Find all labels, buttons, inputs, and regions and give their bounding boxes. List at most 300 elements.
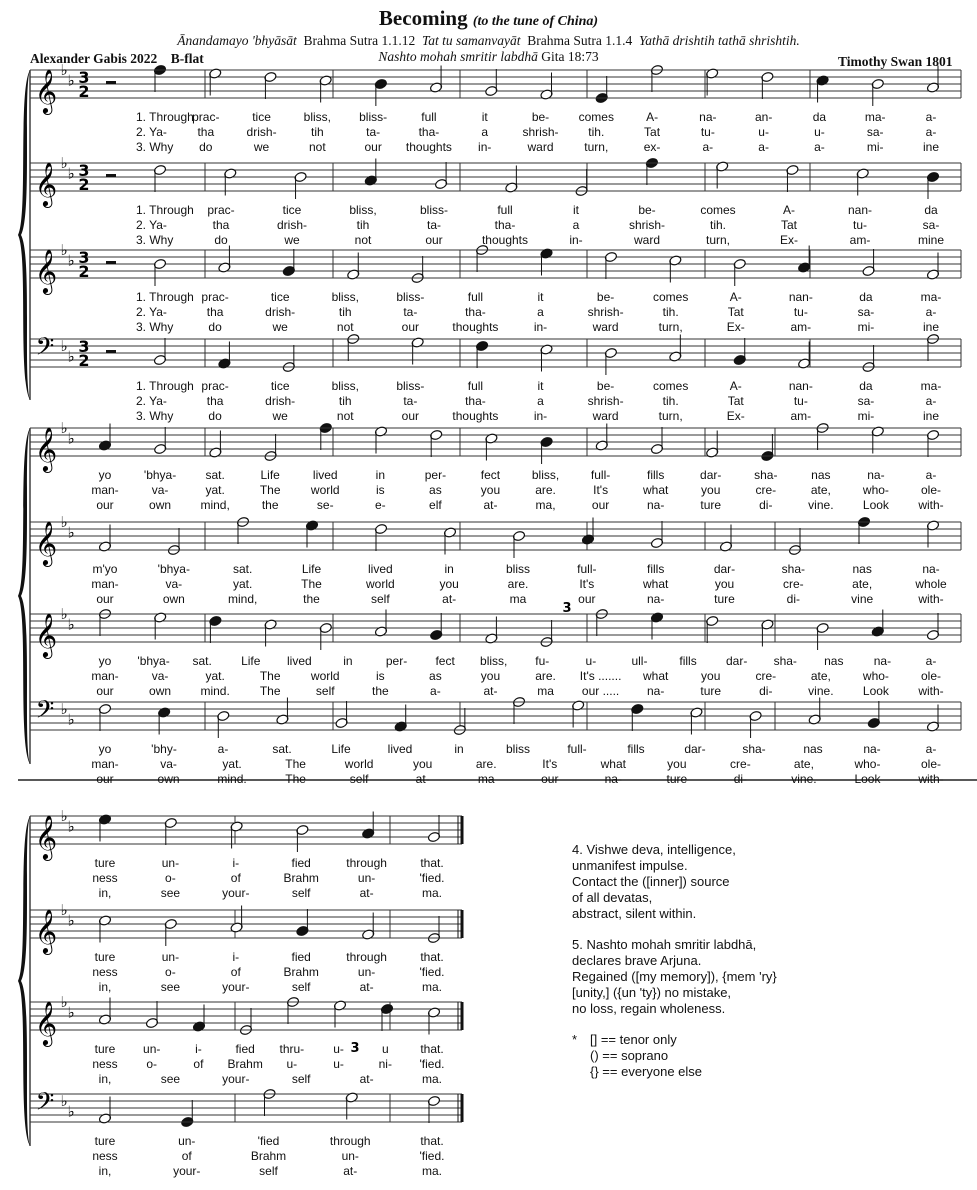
lyric-syllable: tu-: [793, 394, 808, 408]
lyric-syllable: our: [591, 498, 610, 512]
lyric-syllable: ture: [94, 856, 116, 870]
lyric-syllable: sat.: [205, 468, 225, 482]
lyric-syllable: da: [859, 379, 873, 393]
lyric-syllable: our: [401, 320, 419, 334]
lyric-syllable: do: [208, 320, 222, 334]
key-label: B-flat: [170, 51, 204, 66]
lyric-syllable: vine: [851, 592, 874, 606]
lyric-syllable: nan-: [847, 203, 873, 217]
lyric-syllable: 3. Why: [136, 409, 174, 423]
lyric-syllable: ward: [592, 320, 619, 334]
verse-line: of all devatas,: [572, 890, 653, 905]
lyric-syllable: in,: [98, 1164, 112, 1178]
lyric-syllable: am-: [790, 409, 812, 423]
lyric-syllable: in,: [98, 886, 112, 900]
lyric-syllable: fills: [627, 742, 645, 756]
lyric-syllable: sa-: [857, 394, 875, 408]
lyric-syllable: dar-: [700, 468, 722, 482]
treble-clef-icon: 𝄞: [34, 521, 58, 565]
lyric-syllable: di-: [786, 592, 800, 606]
lyric-syllable: not: [336, 320, 354, 334]
lyric-syllable: per-: [424, 468, 447, 482]
lyric-syllable: drish-: [246, 125, 277, 139]
treble-clef-icon: 𝄞: [34, 815, 58, 859]
lyric-syllable: ni-: [378, 1057, 392, 1071]
flat-sign-icon: ♭: [67, 615, 75, 634]
lyric-syllable: yat.: [205, 483, 225, 497]
lyric-syllable: tha: [206, 305, 224, 319]
lyric-syllable: Life: [331, 742, 351, 756]
lyric-syllable: 'bhya-: [157, 562, 190, 576]
lyric-syllable: da: [924, 203, 938, 217]
lyric-syllable: your-: [173, 1164, 201, 1178]
lyric-syllable: that.: [420, 1042, 444, 1056]
lyric-syllable: na-: [867, 468, 885, 482]
lyric-syllable: sa-: [922, 218, 940, 232]
lyric-syllable: that.: [420, 856, 444, 870]
lyric-syllable: thoughts: [452, 409, 499, 423]
flat-sign-icon: ♭: [67, 710, 75, 729]
verse-line: Regained ([my memory]), {mem 'ry}: [572, 969, 777, 984]
lyric-syllable: at-: [415, 772, 430, 786]
lyric-syllable: tu-: [852, 218, 868, 232]
lyric-syllable: ma,: [535, 498, 556, 512]
lyric-syllable: 'bhy-: [151, 742, 177, 756]
lyric-syllable: fect: [480, 468, 501, 482]
lyric-syllable: you: [714, 577, 735, 591]
lyric-syllable: a-: [430, 684, 441, 698]
lyric-syllable: mind.: [200, 684, 230, 698]
arranger-credit: Timothy Swan 1801: [838, 54, 953, 69]
lyric-syllable: man-: [91, 669, 119, 683]
lyric-syllable: Tat: [644, 125, 661, 139]
lyric-syllable: full-: [590, 468, 611, 482]
lyric-syllable: the: [261, 498, 279, 512]
lyric-syllable: ine: [922, 140, 940, 154]
lyric-syllable: ine: [922, 409, 940, 423]
lyric-syllable: dar-: [713, 562, 736, 576]
lyric-syllable: 2. Ya-: [136, 305, 167, 319]
lyric-syllable: at-: [359, 886, 374, 900]
lyric-syllable: va-: [151, 669, 169, 683]
lyric-syllable: own: [157, 772, 180, 786]
lyric-syllable: u-: [814, 125, 825, 139]
lyric-syllable: at-: [483, 684, 498, 698]
lyric-syllable: un-: [357, 871, 376, 885]
flat-sign-icon: ♭: [67, 71, 75, 90]
lyric-syllable: u-: [758, 125, 769, 139]
lyric-syllable: thoughts: [481, 233, 529, 247]
lyric-syllable: tice: [270, 290, 290, 304]
lyric-syllable: tih: [338, 305, 352, 319]
treble-clef-icon: 𝄞: [34, 249, 58, 293]
lyric-syllable: lived: [287, 654, 312, 668]
lyric-syllable: Ex-: [726, 409, 745, 423]
lyric-syllable: that.: [420, 950, 444, 964]
lyric-syllable: vine.: [808, 498, 834, 512]
legend-items: [590, 1032, 702, 1080]
lyric-syllable: sha-: [754, 468, 778, 482]
lyric-syllable: of: [181, 1149, 192, 1163]
lyric-syllable: na-: [863, 742, 881, 756]
lyric-syllable: in,: [98, 980, 112, 994]
lyric-syllable: our: [96, 592, 114, 606]
lyric-syllable: i-: [195, 1042, 202, 1056]
lyric-syllable: you: [480, 483, 501, 497]
lyric-syllable: ness: [92, 1149, 118, 1163]
lyric-syllable: Life: [241, 654, 261, 668]
flat-sign-icon: ♭: [60, 513, 68, 531]
flat-sign-icon: ♭: [60, 419, 68, 437]
lyric-syllable: na-: [646, 592, 665, 606]
lyric-syllable: do: [199, 140, 213, 154]
lyric-syllable: u: [381, 1042, 389, 1056]
lyric-syllable: drish-: [265, 394, 296, 408]
lyric-syllable: it: [573, 203, 579, 217]
quote-4: Nashto mohah smritir labdhā: [378, 49, 538, 64]
lyric-syllable: ate,: [852, 577, 873, 591]
lyric-syllable: ma.: [421, 1164, 443, 1178]
lyric-syllable: be-: [596, 290, 615, 304]
lyric-syllable: 1. Through: [136, 379, 194, 393]
lyric-syllable: turn,: [658, 320, 683, 334]
lyric-syllable: mi-: [857, 320, 875, 334]
lyric-syllable: comes: [578, 110, 614, 124]
lyric-syllable: na-: [604, 772, 622, 786]
lyric-syllable: tha-: [418, 125, 440, 139]
ref-2: Brahma Sutra 1.1.4: [527, 33, 633, 48]
lyric-syllable: Brahm: [283, 965, 319, 979]
verse-5: [572, 937, 777, 1017]
lyric-syllable: ex-: [643, 140, 661, 154]
flat-sign-icon: ♭: [60, 154, 68, 172]
lyric-syllable: with-: [918, 592, 944, 606]
lyric-syllable: Tat: [780, 218, 798, 232]
lyric-syllable: at-: [359, 1072, 374, 1086]
lyric-syllable: yo: [98, 654, 112, 668]
lyric-syllable: at-: [483, 498, 498, 512]
lyric-syllable: in-: [569, 233, 583, 247]
flat-sign-icon: ♭: [67, 1003, 75, 1022]
lyric-syllable: cre-: [755, 483, 777, 497]
lyric-syllable: bliss-: [396, 379, 425, 393]
lyric-syllable: The: [259, 684, 281, 698]
lyric-syllable: world: [344, 757, 374, 771]
lyric-syllable: of: [230, 871, 241, 885]
lyric-syllable: in-: [478, 140, 492, 154]
lyric-syllable: what: [642, 669, 669, 683]
lyric-syllable: fills: [679, 654, 697, 668]
lyric-syllable: yat.: [205, 669, 225, 683]
lyric-syllable: un-: [341, 1149, 359, 1163]
lyric-syllable: nas: [824, 654, 844, 668]
flat-sign-icon: ♭: [67, 523, 75, 542]
lyric-syllable: ness: [92, 1057, 118, 1071]
flat-sign-icon: ♭: [60, 1092, 68, 1110]
lyric-syllable: not: [336, 409, 354, 423]
lyric-syllable: through: [329, 1134, 371, 1148]
lyric-syllable: own: [149, 498, 172, 512]
lyric-syllable: own: [162, 592, 185, 606]
lyric-syllable: tha: [206, 394, 224, 408]
quote-2: Tat tu samanvayāt: [421, 33, 521, 48]
lyric-syllable: va-: [165, 577, 183, 591]
lyric-syllable: un-: [161, 950, 180, 964]
lyric-syllable: as: [429, 483, 442, 497]
lyric-syllable: at-: [442, 592, 457, 606]
lyric-syllable: what: [600, 757, 626, 771]
lyric-syllable: va-: [160, 757, 177, 771]
flat-sign-icon: ♭: [60, 605, 68, 623]
lyric-syllable: are.: [475, 757, 497, 771]
lyric-syllable: sat.: [192, 654, 212, 668]
lyric-syllable: 2. Ya-: [136, 394, 167, 408]
lyric-syllable: o-: [165, 965, 176, 979]
lyric-syllable: comes: [652, 290, 689, 304]
lyric-syllable: ture: [94, 950, 116, 964]
lyric-syllable: the: [303, 592, 320, 606]
lyric-syllable: ture: [700, 684, 722, 698]
lyric-syllable: mi-: [857, 409, 875, 423]
verse-line: Contact the ([inner]) source: [572, 874, 730, 889]
lyric-syllable: 'fied.: [419, 965, 445, 979]
lyric-syllable: shrish-: [522, 125, 559, 139]
lyric-syllable: tice: [270, 379, 290, 393]
lyric-syllable: it: [537, 379, 544, 393]
lyric-syllable: nan-: [788, 290, 813, 304]
system-brace: [18, 70, 30, 400]
lyric-syllable: A-: [646, 110, 659, 124]
lyric-syllable: ma-: [864, 110, 886, 124]
verse-line: unmanifest impulse.: [572, 858, 688, 873]
lyric-syllable: tih.: [662, 394, 679, 408]
lyric-syllable: The: [285, 772, 306, 786]
treble-clef-icon: 𝄞: [34, 1001, 58, 1045]
lyric-syllable: 2. Ya-: [136, 218, 167, 232]
flat-sign-icon: ♭: [60, 337, 68, 355]
lyric-syllable: your-: [222, 1072, 250, 1086]
lyric-syllable: am-: [849, 233, 871, 247]
lyric-syllable: tih: [311, 125, 324, 139]
lyric-syllable: ma: [537, 684, 554, 698]
flat-sign-icon: ♭: [67, 251, 75, 270]
lyric-syllable: se-: [316, 498, 334, 512]
lyric-syllable: drish-: [265, 305, 296, 319]
lyric-syllable: 3. Why: [136, 320, 174, 334]
lyric-syllable: sa-: [866, 125, 884, 139]
lyric-syllable: Look: [854, 772, 881, 786]
lyric-syllable: with-: [918, 684, 944, 698]
lyric-syllable: vine.: [791, 772, 817, 786]
lyric-syllable: self: [315, 684, 335, 698]
lyric-syllable: shrish-: [587, 305, 624, 319]
lyric-syllable: na-: [873, 654, 892, 668]
lyric-syllable: The: [259, 483, 281, 497]
lyric-syllable: ture: [714, 592, 735, 606]
lyric-syllable: as: [429, 669, 442, 683]
lyric-syllable: of: [230, 965, 241, 979]
lyric-syllable: bliss: [505, 742, 531, 756]
lyric-syllable: is: [375, 483, 385, 497]
flat-sign-icon: ♭: [60, 901, 68, 919]
lyric-syllable: Ex-: [780, 233, 798, 247]
lyric-syllable: Brahm: [227, 1057, 263, 1071]
lyric-syllable: a-: [925, 305, 937, 319]
lyric-syllable: prac-: [207, 203, 235, 217]
lyric-syllable: lived: [387, 742, 413, 756]
lyric-syllable: It's: [579, 577, 595, 591]
lyric-syllable: ate,: [810, 669, 831, 683]
flat-sign-icon: ♭: [60, 241, 68, 259]
lyric-syllable: a-: [702, 140, 714, 154]
lyric-syllable: mine: [917, 233, 945, 247]
lyric-syllable: you: [701, 669, 721, 683]
lyric-syllable: un-: [143, 1042, 161, 1056]
lyric-syllable: our .....: [581, 684, 620, 698]
lyric-syllable: per-: [385, 654, 408, 668]
system-brace: [18, 428, 30, 764]
lyric-syllable: na-: [646, 684, 665, 698]
half-rest: [106, 81, 116, 84]
lyric-syllable: mi-: [866, 140, 884, 154]
lyric-syllable: our: [541, 772, 559, 786]
lyric-syllable: na-: [699, 110, 717, 124]
lyric-syllable: va-: [151, 483, 169, 497]
lyric-syllable: elf: [429, 498, 442, 512]
lyric-syllable: at-: [359, 980, 374, 994]
lyric-syllable: sa-: [857, 305, 875, 319]
lyric-syllable: self: [370, 592, 390, 606]
lyric-syllable: sat.: [272, 742, 292, 756]
lyric-syllable: u-: [286, 1057, 298, 1071]
lyric-syllable: Brahm: [283, 871, 319, 885]
lyric-syllable: thoughts: [452, 320, 499, 334]
lyric-syllable: 'bhya-: [143, 468, 177, 482]
lyric-syllable: yat.: [222, 757, 242, 771]
time-signature-bottom: 2: [78, 82, 90, 101]
lyric-syllable: not: [354, 233, 372, 247]
lyric-syllable: o-: [165, 871, 176, 885]
lyric-syllable: world: [310, 669, 340, 683]
lyric-syllable: 2. Ya-: [136, 125, 167, 139]
lyric-syllable: 1. Through: [136, 290, 194, 304]
flat-sign-icon: ♭: [67, 347, 75, 366]
lyric-syllable: ull-: [631, 654, 648, 668]
lyric-syllable: fied: [291, 856, 311, 870]
lyric-syllable: ness: [92, 871, 118, 885]
lyric-syllable: own: [149, 684, 172, 698]
lyric-syllable: It's .......: [579, 669, 622, 683]
lyric-syllable: tu-: [700, 125, 715, 139]
time-signature-bottom: 2: [78, 175, 90, 194]
lyric-syllable: are.: [535, 669, 556, 683]
lyric-syllable: a-: [925, 468, 937, 482]
lyric-syllable: na-: [646, 498, 665, 512]
tuplet-number: 3: [562, 601, 572, 616]
lyric-syllable: ma.: [421, 1072, 443, 1086]
lyric-syllable: our: [96, 772, 114, 786]
lyric-syllable: drish-: [276, 218, 308, 232]
lyric-syllable: a: [572, 218, 580, 232]
verse-4: [572, 842, 777, 922]
lyric-syllable: un-: [178, 1134, 196, 1148]
lyric-syllable: ta-: [366, 125, 381, 139]
lyric-syllable: Life: [301, 562, 322, 576]
lyric-syllable: yo: [98, 742, 112, 756]
lyric-syllable: tha-: [465, 394, 486, 408]
tuplet-number: 3: [350, 1041, 360, 1056]
lyric-syllable: ole-: [920, 483, 942, 497]
legend-item-tenor: [] == tenor only: [590, 1032, 677, 1047]
verse-line: no loss, regain wholeness.: [572, 1001, 726, 1016]
lyric-syllable: our: [401, 409, 419, 423]
lyric-syllable: ture: [94, 1134, 116, 1148]
lyric-syllable: ma: [509, 592, 527, 606]
lyric-syllable: your-: [222, 886, 250, 900]
lyric-syllable: a-: [217, 742, 229, 756]
lyric-syllable: bliss: [505, 562, 531, 576]
lyric-syllable: see: [160, 886, 181, 900]
ref-3: Gita 18:73: [541, 49, 599, 64]
lyric-syllable: ma-: [920, 379, 942, 393]
flat-sign-icon: ♭: [67, 429, 75, 448]
lyric-syllable: is: [375, 669, 385, 683]
lyric-syllable: 1. Through: [136, 110, 194, 124]
lyric-syllable: a-: [758, 140, 769, 154]
lyric-syllable: mind.: [217, 772, 247, 786]
lyric-syllable: at-: [343, 1164, 358, 1178]
lyric-syllable: ma: [477, 772, 495, 786]
lyric-syllable: it: [481, 110, 488, 124]
lyric-syllable: It's: [542, 757, 558, 771]
lyric-syllable: 3. Why: [136, 233, 174, 247]
lyric-syllable: nan-: [788, 379, 813, 393]
lyric-syllable: full: [421, 110, 437, 124]
lyric-syllable: self: [259, 1164, 278, 1178]
lyric-syllable: our: [96, 684, 114, 698]
lyric-syllable: tha: [197, 125, 215, 139]
legend-item-everyone: {} == everyone else: [590, 1064, 703, 1079]
lyric-syllable: our: [96, 498, 114, 512]
lyric-syllable: Look: [862, 684, 889, 698]
lyric-syllable: we: [272, 409, 288, 423]
lyric-syllable: ma-: [920, 290, 942, 304]
lyric-syllable: we: [253, 140, 270, 154]
lyric-syllable: cre-: [782, 577, 804, 591]
lyric-syllable: ward: [527, 140, 554, 154]
lyric-syllable: self: [291, 980, 311, 994]
lyric-syllable: you: [480, 669, 501, 683]
lyric-syllable: ness: [92, 965, 118, 979]
lyric-syllable: a: [537, 394, 544, 408]
lyric-syllable: you: [701, 483, 721, 497]
lyric-syllable: a-: [925, 394, 937, 408]
lyric-syllable: in-: [533, 409, 548, 423]
lyric-syllable: in,: [98, 1072, 112, 1086]
flat-sign-icon: ♭: [67, 164, 75, 183]
lyric-syllable: The: [285, 757, 306, 771]
lyric-syllable: you: [439, 577, 459, 591]
lyric-syllable: 'bhya-: [137, 654, 170, 668]
lyric-syllable: tih: [338, 394, 352, 408]
lyric-syllable: prac-: [201, 290, 229, 304]
lyric-syllable: whole: [915, 577, 947, 591]
lyric-syllable: ture: [666, 772, 688, 786]
lyric-syllable: of: [193, 1057, 204, 1071]
treble-clef-icon: 𝄞: [34, 613, 58, 657]
quote-1: Ānandamayo 'bhyāsāt: [177, 33, 297, 48]
lyric-syllable: ta-: [426, 218, 442, 232]
